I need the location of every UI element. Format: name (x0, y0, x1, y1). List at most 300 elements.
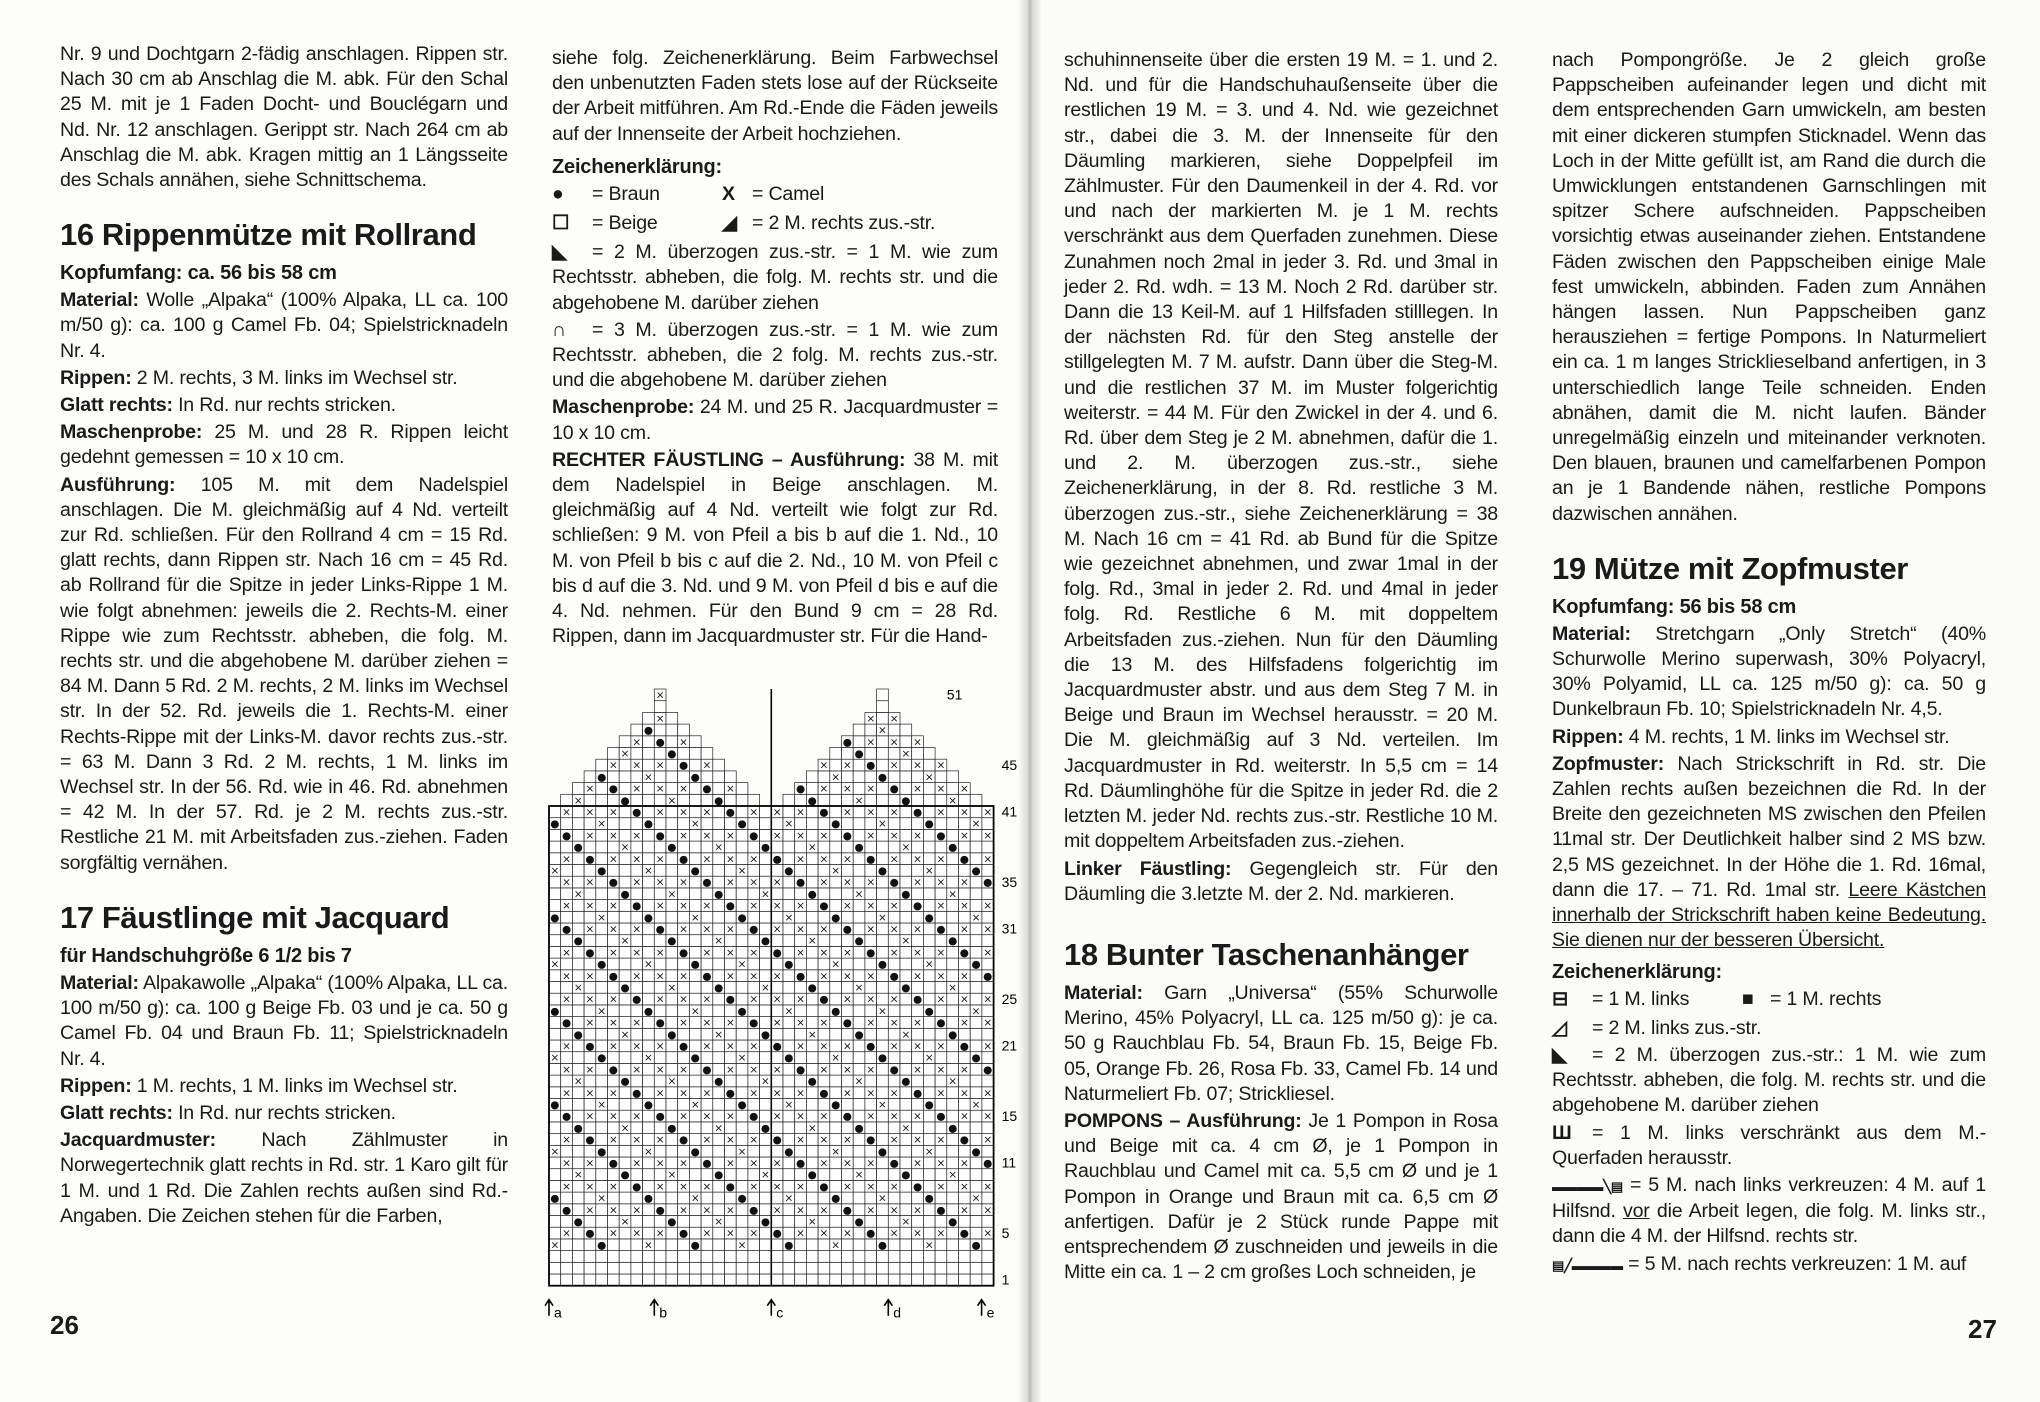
svg-text:×: × (749, 993, 759, 1006)
svg-text:×: × (889, 759, 899, 772)
svg-text:●: ● (971, 865, 981, 877)
legend-text: = 1 M. links verschränkt aus dem M.-Querfaden herausstr. (1552, 1121, 1986, 1169)
svg-text:×: × (889, 993, 899, 1006)
svg-text:×: × (971, 911, 981, 924)
label: Rippen: (1552, 725, 1624, 748)
svg-text:×: × (702, 900, 712, 913)
svg-text:×: × (690, 1099, 700, 1111)
legend-text: = 3 M. überzogen zus.-str. = 1 M. wie zum Rechtsstr. abheben, die 2 folg. M. rechts zus.-str. und die abgehobene M. darüber ziehen (552, 318, 998, 392)
svg-text:●: ● (737, 1005, 747, 1018)
svg-text:●: ● (573, 1028, 583, 1041)
svg-text:×: × (971, 1099, 981, 1111)
svg-text:×: × (819, 1110, 829, 1123)
svg-text:●: ● (725, 1087, 735, 1100)
svg-text:●: ● (620, 982, 630, 994)
svg-text:×: × (878, 911, 887, 924)
svg-text:×: × (819, 970, 829, 983)
svg-text:●: ● (749, 1110, 759, 1123)
svg-text:×: × (819, 759, 829, 772)
svg-text:×: × (784, 911, 794, 924)
heading-19: 19 Mütze mit Zopfmuster (1552, 550, 1908, 586)
svg-text:●: ● (784, 958, 794, 971)
svg-text:×: × (667, 794, 677, 807)
col2-intro: siehe folg. Zeichenerklärung. Beim Farbwechsel den unbenutzten Faden stets lose auf der Rückseite der Arbeit mitführen. Am Rd.-Ende die Fäden jeweils auf der Innenseite der Arbeit hochziehen. (552, 47, 998, 145)
svg-text:●: ● (948, 1216, 958, 1228)
svg-text:×: × (679, 1063, 688, 1076)
svg-text:●: ● (842, 1017, 852, 1030)
svg-text:●: ● (877, 1145, 888, 1158)
svg-text:×: × (807, 1028, 817, 1041)
label: Material: (1064, 981, 1143, 1004)
svg-text:×: × (655, 853, 665, 866)
dot-icon: ● (552, 182, 564, 205)
column-1 (60, 42, 508, 1231)
svg-text:●: ● (889, 783, 899, 796)
svg-text:×: × (913, 970, 922, 983)
svg-text:×: × (924, 958, 934, 971)
svg-text:×: × (702, 829, 712, 842)
svg-text:●: ● (854, 1028, 864, 1041)
double-decrease-icon: ∩ (552, 318, 566, 341)
chart-row-label: 15 (1001, 1107, 1018, 1124)
svg-text:×: × (725, 946, 735, 959)
svg-text:×: × (749, 1227, 759, 1240)
svg-text:×: × (971, 1192, 981, 1205)
svg-text:●: ● (959, 1134, 969, 1147)
svg-text:●: ● (807, 1075, 817, 1088)
svg-text:×: × (585, 1180, 595, 1193)
svg-text:×: × (585, 876, 595, 889)
svg-text:×: × (725, 1017, 735, 1030)
svg-text:●: ● (866, 1040, 876, 1053)
svg-text:●: ● (889, 970, 899, 983)
svg-text:●: ● (725, 993, 735, 1006)
svg-text:×: × (983, 853, 993, 866)
svg-text:×: × (842, 970, 852, 983)
svg-text:×: × (878, 1005, 887, 1018)
svg-text:×: × (772, 876, 782, 889)
svg-text:×: × (959, 783, 969, 796)
svg-text:×: × (725, 1227, 735, 1240)
svg-text:×: × (737, 1052, 747, 1065)
legend-cable-left (1552, 1173, 1986, 1250)
svg-text:×: × (655, 689, 665, 702)
svg-text:×: × (983, 806, 993, 819)
text: 1 M. rechts, 1 M. links im Wechsel str. (136, 1074, 458, 1097)
svg-text:●: ● (842, 923, 852, 936)
svg-text:×: × (866, 1063, 876, 1076)
svg-text:×: × (936, 946, 946, 959)
svg-text:×: × (714, 1122, 724, 1135)
svg-text:×: × (842, 783, 852, 796)
svg-text:×: × (842, 1227, 852, 1240)
svg-text:●: ● (948, 935, 958, 948)
svg-text:●: ● (795, 1063, 806, 1076)
svg-text:×: × (585, 970, 595, 983)
svg-text:×: × (550, 958, 560, 971)
svg-text:×: × (784, 1099, 794, 1111)
svg-text:×: × (655, 1063, 665, 1076)
svg-text:×: × (690, 1192, 700, 1205)
svg-text:●: ● (772, 1134, 782, 1147)
linker-faeustling (1064, 857, 1498, 907)
svg-text:●: ● (760, 1028, 771, 1041)
svg-text:×: × (819, 876, 829, 889)
decrease-left-icon: ◣ (1552, 1043, 1567, 1066)
svg-text:×: × (866, 993, 876, 1006)
svg-text:×: × (632, 946, 642, 959)
svg-text:×: × (819, 853, 829, 866)
svg-text:×: × (608, 900, 618, 913)
svg-text:×: × (737, 865, 747, 877)
svg-text:×: × (714, 841, 724, 854)
underlined-note: Leere Kästchen innerhalb der Strickschrift haben keine Bedeutung. Sie dienen nur der besseren Übersicht. (1552, 878, 1987, 952)
svg-text:×: × (562, 1157, 571, 1170)
svg-text:●: ● (573, 1216, 583, 1228)
svg-text:×: × (749, 853, 759, 866)
label: Rippen: (60, 366, 132, 389)
svg-text:●: ● (573, 1122, 583, 1135)
svg-text:×: × (725, 876, 735, 889)
svg-text:×: × (573, 982, 583, 994)
zopfmuster (1552, 752, 1986, 954)
svg-text:×: × (936, 783, 946, 796)
svg-text:×: × (562, 1063, 571, 1076)
svg-text:×: × (573, 794, 583, 807)
svg-text:●: ● (702, 1063, 712, 1076)
svg-text:×: × (737, 1145, 747, 1158)
svg-text:×: × (796, 1087, 805, 1100)
svg-text:×: × (562, 853, 571, 866)
svg-text:×: × (632, 1017, 642, 1030)
svg-text:×: × (772, 900, 782, 913)
svg-text:×: × (608, 923, 618, 936)
svg-text:●: ● (702, 1157, 712, 1170)
svg-text:×: × (749, 946, 759, 959)
svg-text:●: ● (901, 1075, 911, 1088)
purl-icon: ⊟ (1552, 987, 1569, 1010)
svg-text:×: × (725, 1204, 735, 1217)
heading-18: 18 Bunter Taschenanhänger (1064, 936, 1469, 972)
svg-text:●: ● (667, 841, 677, 854)
page-number-left: 26 (50, 1310, 79, 1340)
svg-text:×: × (819, 783, 829, 796)
svg-text:×: × (831, 1145, 841, 1158)
svg-text:×: × (632, 1040, 642, 1053)
svg-text:×: × (761, 1169, 770, 1182)
svg-text:×: × (620, 748, 630, 760)
svg-text:●: ● (936, 1017, 946, 1030)
svg-text:×: × (655, 993, 665, 1006)
text: Gegengleich str. Für den Däumling die 3.letzte M. der 2. Nd. markieren. (1064, 857, 1498, 905)
svg-text:●: ● (702, 876, 712, 889)
svg-text:●: ● (725, 1180, 735, 1193)
svg-text:×: × (842, 1134, 852, 1147)
svg-text:×: × (725, 1110, 735, 1123)
svg-text:×: × (842, 1180, 852, 1193)
svg-text:●: ● (901, 1169, 911, 1182)
svg-text:×: × (796, 1227, 805, 1240)
svg-text:●: ● (819, 900, 829, 913)
chart-row-label: 35 (1001, 873, 1018, 890)
svg-text:×: × (562, 946, 571, 959)
svg-text:×: × (889, 853, 899, 866)
chart-arrow-label: a (554, 1304, 562, 1321)
svg-text:●: ● (866, 1134, 876, 1147)
svg-text:×: × (866, 1087, 876, 1100)
svg-text:×: × (796, 853, 805, 866)
svg-text:●: ● (795, 970, 806, 983)
svg-text:●: ● (643, 818, 654, 831)
svg-text:×: × (597, 818, 607, 831)
svg-text:●: ● (550, 1005, 560, 1018)
text: In Rd. nur rechts stricken. (178, 394, 396, 417)
svg-text:●: ● (971, 1052, 981, 1065)
material-17 (60, 971, 508, 1072)
label: Jacquardmuster: (60, 1129, 216, 1152)
chart-arrow-label: e (986, 1304, 995, 1321)
svg-text:×: × (796, 946, 805, 959)
material-18 (1064, 981, 1498, 1107)
chart-row-label: 41 (1001, 803, 1018, 820)
svg-text:×: × (655, 900, 665, 913)
svg-text:×: × (901, 935, 911, 948)
svg-text:×: × (702, 993, 712, 1006)
svg-text:×: × (983, 923, 993, 936)
svg-text:●: ● (678, 946, 689, 959)
svg-text:×: × (819, 923, 829, 936)
svg-text:×: × (679, 1017, 688, 1030)
svg-text:×: × (983, 1227, 993, 1240)
text: Nach Zählmuster in Norwegertechnik glatt rechts in Rd. str. 1 Karo gilt für 1 M. und 1 Rd. Die Zahlen rechts außen sind Rd.-Angaben. Die Zeichen stehen für die Farben, (60, 1129, 508, 1227)
svg-text:×: × (983, 1087, 993, 1100)
svg-text:×: × (936, 1180, 946, 1193)
svg-text:●: ● (842, 829, 852, 842)
svg-text:×: × (842, 900, 852, 913)
chart-row-label: 5 (1001, 1224, 1010, 1241)
svg-text:×: × (644, 1052, 653, 1065)
text: Alpakawolle „Alpaka“ (100% Alpaka, LL ca. 100 m/50 g): ca. 100 g Beige Fb. 03 und je ca. 50 g Camel Fb. 04 und Braun Fb. 11; Spielstricknadeln Nr. 4. (60, 971, 508, 1070)
svg-text:×: × (959, 1017, 969, 1030)
svg-text:×: × (690, 818, 700, 831)
svg-text:×: × (959, 829, 969, 842)
svg-text:●: ● (655, 736, 665, 749)
svg-text:×: × (655, 1157, 665, 1170)
svg-text:×: × (889, 1110, 899, 1123)
svg-text:●: ● (655, 1017, 665, 1030)
svg-text:×: × (702, 1204, 712, 1217)
svg-text:×: × (936, 970, 946, 983)
svg-text:×: × (620, 841, 630, 854)
svg-text:×: × (842, 946, 852, 959)
col1-intro: Nr. 9 und Dochtgarn 2-fädig anschlagen. Rippen str. Nach 30 cm ab Anschlag die M. abk. Für den Schal 25 M. mit je 1 Faden Docht- und Bouclégarn und Nd. Nr. 12 anschlagen. Gerippt str. Nach 264 cm ab Anschlag die M. abk. Kragen mittig an 1 Längsseite des Schals annähen, siehe Schnittschema. (60, 43, 508, 192)
svg-text:×: × (878, 818, 887, 831)
chart-arrow-label: c (776, 1304, 784, 1321)
svg-text:×: × (772, 1087, 782, 1100)
legend-text: = 1 M. links (1592, 987, 1690, 1010)
svg-text:×: × (632, 1063, 642, 1076)
svg-text:●: ● (877, 1052, 888, 1065)
svg-text:×: × (772, 1204, 782, 1217)
svg-text:×: × (983, 946, 993, 959)
chart-row-label: 11 (1001, 1154, 1017, 1171)
svg-text:×: × (819, 1204, 829, 1217)
svg-text:●: ● (690, 1052, 700, 1065)
svg-text:×: × (761, 982, 770, 994)
svg-text:×: × (655, 1087, 665, 1100)
svg-text:×: × (959, 900, 969, 913)
svg-text:●: ● (714, 982, 724, 994)
svg-text:●: ● (971, 1145, 981, 1158)
svg-text:×: × (772, 970, 782, 983)
svg-text:×: × (983, 829, 993, 842)
svg-text:●: ● (784, 1239, 794, 1252)
svg-text:×: × (632, 1227, 642, 1240)
svg-text:×: × (679, 1157, 688, 1170)
svg-text:×: × (772, 829, 782, 842)
svg-text:×: × (655, 712, 665, 725)
svg-text:●: ● (760, 841, 771, 854)
svg-text:●: ● (597, 865, 607, 877)
svg-text:×: × (948, 888, 958, 901)
svg-text:×: × (936, 900, 946, 913)
svg-text:×: × (632, 853, 642, 866)
label: Linker Fäustling: (1064, 857, 1232, 880)
svg-text:×: × (620, 1028, 630, 1041)
svg-text:×: × (983, 900, 993, 913)
svg-text:×: × (959, 1157, 969, 1170)
svg-text:●: ● (643, 911, 654, 924)
svg-text:●: ● (632, 993, 642, 1006)
heading-19-sub: Kopfumfang: 56 bis 58 cm (1552, 595, 1797, 618)
svg-text:×: × (784, 818, 794, 831)
svg-text:×: × (866, 829, 876, 842)
svg-text:×: × (936, 1134, 946, 1147)
svg-text:×: × (725, 829, 735, 842)
svg-text:●: ● (854, 748, 864, 760)
svg-text:×: × (585, 1063, 595, 1076)
svg-text:×: × (644, 865, 653, 877)
svg-text:×: × (585, 1087, 595, 1100)
svg-text:×: × (983, 1110, 993, 1123)
svg-text:●: ● (655, 923, 665, 936)
svg-text:×: × (655, 759, 665, 772)
svg-text:×: × (667, 1075, 677, 1088)
svg-text:×: × (749, 806, 759, 819)
svg-text:×: × (784, 1192, 794, 1205)
svg-text:●: ● (678, 1227, 689, 1240)
svg-text:×: × (632, 736, 642, 749)
svg-text:×: × (585, 829, 595, 842)
legend-beige-dec (552, 211, 998, 236)
svg-text:×: × (913, 1063, 922, 1076)
svg-text:×: × (959, 876, 969, 889)
svg-text:×: × (831, 958, 841, 971)
svg-text:●: ● (901, 982, 911, 994)
svg-text:×: × (608, 806, 618, 819)
svg-text:●: ● (725, 900, 735, 913)
svg-text:×: × (913, 1204, 922, 1217)
svg-text:●: ● (608, 1063, 618, 1076)
svg-text:×: × (702, 1110, 712, 1123)
text: 4 M. rechts, 1 M. links im Wechsel str. (1628, 725, 1950, 748)
svg-text:×: × (702, 946, 712, 959)
arrow-icon (650, 1300, 658, 1316)
svg-text:×: × (924, 1052, 934, 1065)
svg-text:●: ● (608, 876, 618, 889)
svg-text:×: × (702, 1040, 712, 1053)
svg-text:●: ● (760, 935, 771, 948)
svg-text:×: × (878, 1099, 887, 1111)
svg-text:×: × (702, 923, 712, 936)
svg-text:●: ● (924, 818, 934, 831)
svg-text:●: ● (819, 1087, 829, 1100)
svg-text:×: × (597, 1192, 607, 1205)
svg-text:●: ● (877, 771, 888, 784)
svg-text:●: ● (585, 946, 595, 959)
svg-text:×: × (854, 1169, 864, 1182)
svg-text:●: ● (714, 1169, 724, 1182)
jacquard-17 (60, 1128, 508, 1229)
svg-text:×: × (667, 982, 677, 994)
svg-text:×: × (562, 1227, 571, 1240)
svg-text:●: ● (678, 759, 689, 772)
svg-text:×: × (725, 783, 735, 796)
svg-text:×: × (632, 876, 642, 889)
svg-text:●: ● (948, 841, 958, 854)
svg-text:●: ● (561, 829, 572, 842)
svg-text:×: × (585, 1204, 595, 1217)
svg-text:●: ● (866, 759, 876, 772)
svg-text:●: ● (772, 1227, 782, 1240)
svg-text:×: × (866, 970, 876, 983)
svg-text:×: × (819, 946, 829, 959)
svg-text:×: × (608, 1227, 618, 1240)
svg-text:×: × (608, 1204, 618, 1217)
svg-text:●: ● (901, 888, 911, 901)
svg-text:×: × (737, 1239, 747, 1252)
svg-text:●: ● (889, 876, 899, 889)
svg-text:●: ● (831, 818, 841, 831)
svg-text:×: × (550, 1239, 560, 1252)
svg-text:×: × (608, 1110, 618, 1123)
legend-cable-right (1552, 1252, 1986, 1278)
svg-text:●: ● (936, 923, 946, 936)
svg-text:●: ● (760, 1216, 771, 1228)
svg-text:×: × (913, 853, 922, 866)
svg-text:×: × (959, 1110, 969, 1123)
svg-text:×: × (948, 982, 958, 994)
svg-text:●: ● (655, 1110, 665, 1123)
svg-text:×: × (913, 1227, 922, 1240)
svg-text:×: × (889, 1017, 899, 1030)
svg-text:×: × (959, 1180, 969, 1193)
heading-17: 17 Fäustlinge mit Jacquard (60, 899, 450, 935)
svg-text:●: ● (877, 958, 888, 971)
maschenprobe-17 (552, 395, 998, 445)
svg-text:●: ● (959, 853, 969, 866)
svg-text:●: ● (924, 1192, 934, 1205)
svg-text:●: ● (714, 888, 724, 901)
svg-text:●: ● (608, 1157, 618, 1170)
label: Maschenprobe: (552, 396, 695, 419)
svg-text:×: × (842, 806, 852, 819)
svg-text:●: ● (678, 853, 689, 866)
svg-text:●: ● (632, 900, 642, 913)
svg-text:×: × (889, 829, 899, 842)
svg-text:●: ● (772, 853, 782, 866)
svg-text:×: × (901, 1216, 911, 1228)
